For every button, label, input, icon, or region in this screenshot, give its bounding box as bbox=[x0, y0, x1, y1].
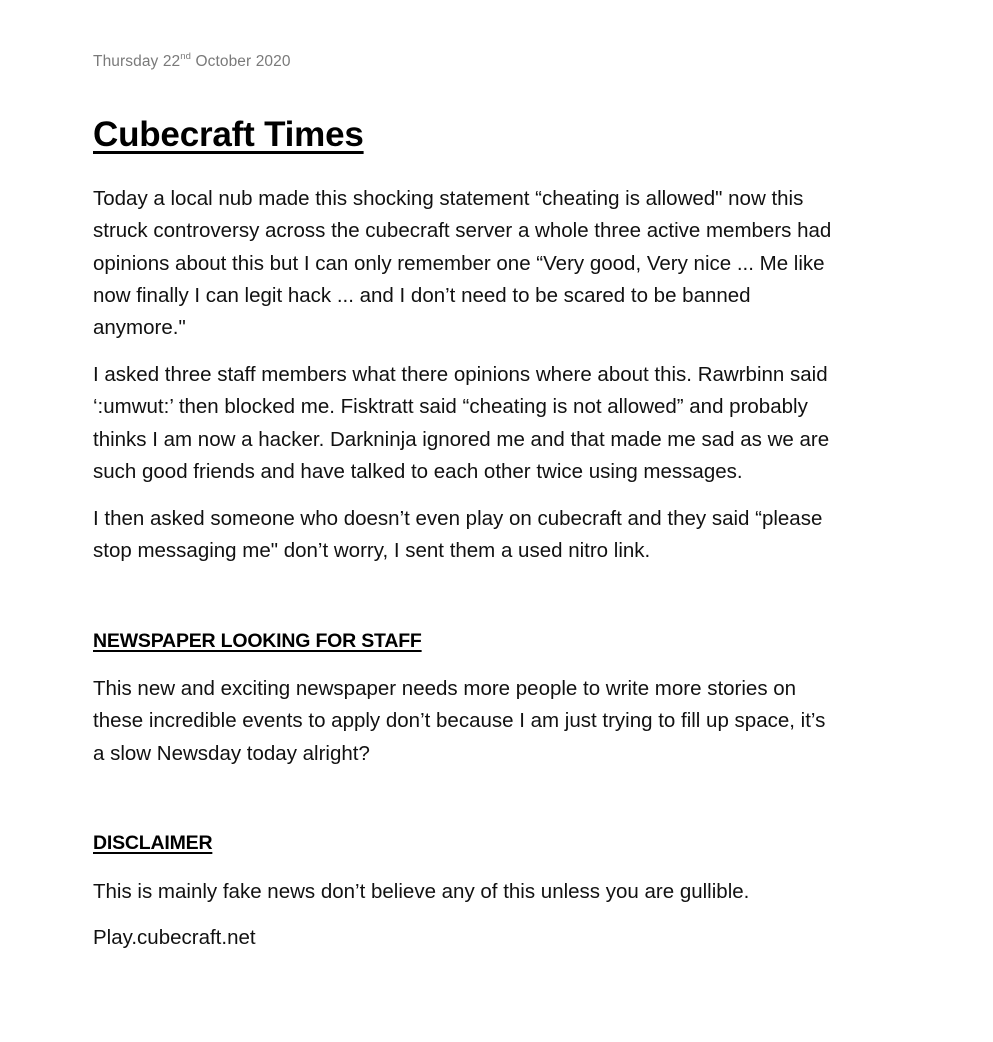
article-paragraph-2 bbox=[93, 359, 913, 488]
paragraph-line: opinions about this but I can only remember one “Very good, Very nice ... Me like bbox=[93, 251, 825, 275]
paragraph-line: struck controversy across the cubecraft server a whole three active members had bbox=[93, 219, 832, 243]
paragraph-line: these incredible events to apply don’t because I am just trying to fill up space, it’s bbox=[93, 709, 826, 733]
page-title: Cubecraft Times bbox=[93, 115, 364, 154]
paragraph-line: such good friends and have talked to each other twice using messages. bbox=[93, 459, 743, 483]
paragraph-line: This new and exciting newspaper needs more people to write more stories on bbox=[93, 677, 797, 700]
article-paragraph-1 bbox=[93, 183, 913, 344]
staff-section-paragraph bbox=[93, 673, 913, 770]
article-paragraph-3 bbox=[93, 503, 913, 568]
paragraph-line: ‘:umwut:’ then blocked me. Fisktratt said “cheating is not allowed” and probably bbox=[93, 395, 808, 419]
server-address bbox=[93, 922, 913, 954]
date-day: Thursday 22 bbox=[93, 53, 181, 71]
paragraph-line: stop messaging me" don’t worry, I sent them a used nitro link. bbox=[93, 539, 651, 563]
date-line bbox=[93, 52, 291, 71]
paragraph-line: This is mainly fake news don’t believe any of this unless you are gullible. bbox=[93, 880, 750, 903]
date-rest: October 2020 bbox=[191, 53, 291, 71]
paragraph-line: Today a local nub made this shocking statement “cheating is allowed" now this bbox=[93, 187, 804, 210]
date-suffix: nd bbox=[180, 51, 192, 62]
disclaimer-heading: DISCLAIMER bbox=[93, 832, 213, 854]
server-address-text: Play.cubecraft.net bbox=[93, 926, 256, 949]
disclaimer-text bbox=[93, 876, 913, 908]
staff-section-heading: NEWSPAPER LOOKING FOR STAFF bbox=[93, 630, 422, 652]
paragraph-line: anymore." bbox=[93, 316, 186, 340]
paragraph-line: thinks I am now a hacker. Darkninja ignored me and that made me sad as we are bbox=[93, 427, 830, 451]
paragraph-line: I asked three staff members what there opinions where about this. Rawrbinn said bbox=[93, 363, 828, 386]
paragraph-line: I then asked someone who doesn’t even play on cubecraft and they said “please bbox=[93, 507, 823, 530]
paragraph-line: now finally I can legit hack ... and I don’t need to be scared to be banned bbox=[93, 283, 751, 307]
paragraph-line: a slow Newsday today alright? bbox=[93, 741, 370, 765]
